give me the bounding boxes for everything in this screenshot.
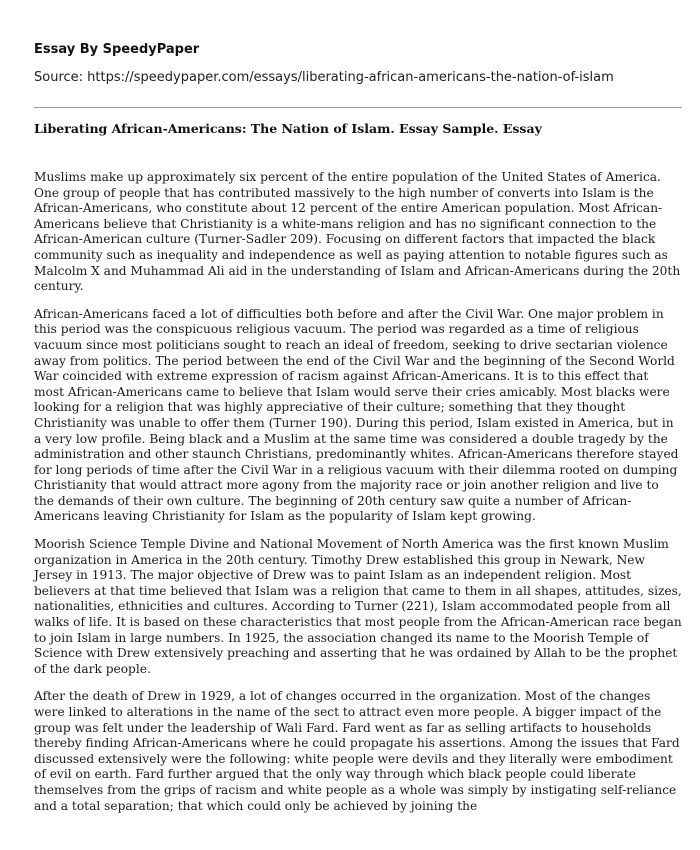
essay-paragraph-3: Moorish Science Temple Divine and National Movement of North America was the first known Muslim organization in America in the 20th century. Timothy Drew established this group in Newark, New Jersey in 1913. The major objective of Drew was to paint Islam as an independent religion. Most believers at that time believed that Islam was a religion that came to them in all shapes, attitudes, sizes, nationalities, ethnicities and cultures. According to Turner (221), Islam accommodated people from all walks of life. It is based on these characteristics that most people from the African-American race began to join Islam in large numbers. In 1925, the association changed its name to the Moorish Temple of Science with Drew extensively preaching and asserting that he was ordained by Allah to be the prophet of the dark people.	[34, 537, 682, 676]
source-url-line: Source: https://speedypaper.com/essays/liberating-african-americans-the-nation-of-islam	[34, 70, 614, 85]
essay-paragraph-4: After the death of Drew in 1929, a lot of changes occurred in the organization. Most of the changes were linked to alterations in the name of the sect to attract even more people. A bigger impact of the group was felt under the leadership of Wali Fard. Fard went as far as selling artifacts to households thereby finding African-Americans where he could propagate his assertions. Among the issues that Fard discussed extensively were the following: white people were devils and they literally were embodiment of evil on earth. Fard further argued that the only way through which black people could liberate themselves from the grips of racism and white people as a whole was simply by instigating self-reliance and a total separation; that which could only be achieved by joining the	[34, 689, 680, 813]
essay-body	[34, 170, 682, 826]
document-header-title: Essay By SpeedyPaper	[34, 42, 200, 57]
essay-title: Liberating African-Americans: The Nation of Islam. Essay Sample. Essay	[34, 121, 542, 136]
header-divider	[34, 107, 682, 108]
essay-paragraph-1: Muslims make up approximately six percent of the entire population of the United States of America. One group of people that has contributed massively to the high number of converts into Islam is the African-Americans, who constitute about 12 percent of the entire American population. Most African-Americans believe that Christianity is a white-mans religion and has no significant connection to the African-American culture (Turner-Sadler 209). Focusing on different factors that impacted the black community such as inequality and independence as well as paying attention to notable figures such as Malcolm X and Muhammad Ali aid in the understanding of Islam and African-Americans during the 20th century.	[34, 170, 681, 294]
essay-paragraph-2: African-Americans faced a lot of difficulties both before and after the Civil War. One major problem in this period was the conspicuous religious vacuum. The period was regarded as a time of religious vacuum since most politicians sought to reach an ideal of freedom, seeking to drive sectarian violence away from politics. The period between the end of the Civil War and the beginning of the Second World War coincided with extreme expression of racism against African-Americans. It is to this effect that most African-Americans came to believe that Islam would serve their cries amicably. Most blacks were looking for a religion that was highly appreciative of their culture; something that they thought Christianity was unable to offer them (Turner 190). During this period, Islam existed in America, but in a very low profile. Being black and a Muslim at the same time was considered a double tragedy by the administration and other staunch Christians, predominantly whites. African-Americans therefore stayed for long periods of time after the Civil War in a religious vacuum with their dilemma rooted on dumping Christianity that would attract more agony from the majority race or join another religion and live to the demands of their own culture. The beginning of 20th century saw quite a number of African-Americans leaving Christianity for Islam as the popularity of Islam kept growing.	[34, 306, 679, 524]
